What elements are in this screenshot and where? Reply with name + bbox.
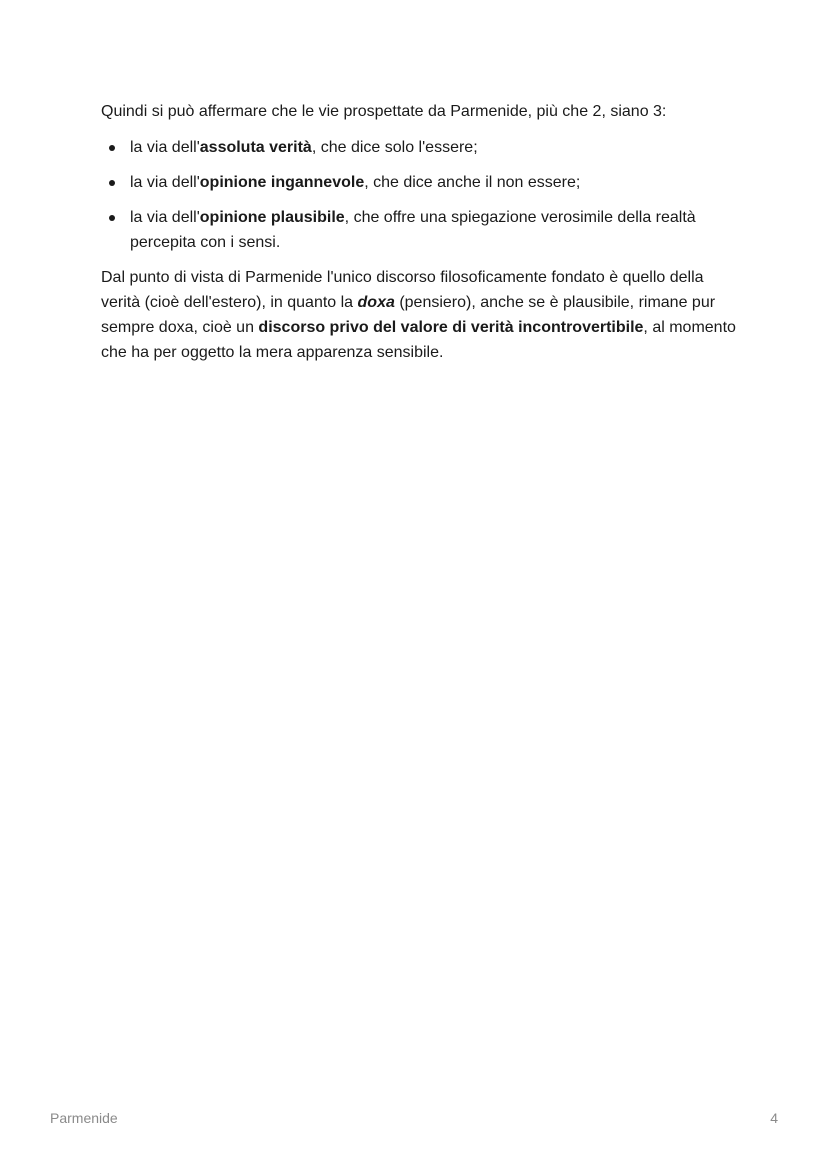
conclusion-bold: discorso privo del valore di verità incontrovertibile — [258, 319, 644, 336]
conclusion-emphasis: doxa — [357, 294, 395, 311]
list-item — [101, 135, 741, 160]
vie-list — [101, 135, 741, 255]
conclusion-text-1: Dal punto di vista di Parmenide l'unico discorso filosoficamente fondato è quello della verità (cioè dell'estero), in quanto la — [101, 269, 704, 311]
item-suffix: , che offre una spiegazione verosimile della realtà percepita con i sensi. — [130, 209, 696, 251]
item-bold: assoluta verità — [199, 139, 312, 156]
footer-title: Parmenide — [50, 1110, 118, 1126]
item-suffix: , che dice solo l'essere; — [311, 139, 478, 156]
bullet-icon — [109, 180, 115, 186]
item-bold: opinione ingannevole — [199, 174, 365, 191]
item-bold: opinione plausibile — [199, 209, 345, 226]
conclusion-paragraph — [101, 265, 741, 365]
conclusion-text-2: (pensiero), anche se è plausibile, rimane pur sempre doxa, cioè un — [101, 294, 716, 336]
item-suffix: , che dice anche il non essere; — [364, 174, 581, 191]
item-prefix: la via dell' — [130, 174, 200, 191]
list-item — [101, 170, 741, 195]
page-number: 4 — [770, 1110, 778, 1126]
bullet-icon — [109, 215, 115, 221]
item-prefix: la via dell' — [130, 209, 200, 226]
bullet-icon — [109, 145, 115, 151]
item-prefix: la via dell' — [130, 139, 200, 156]
list-item — [101, 205, 741, 255]
page-body — [101, 99, 741, 365]
intro-paragraph: Quindi si può affermare che le vie prospettate da Parmenide, più che 2, siano 3: — [101, 103, 667, 120]
conclusion-text-3: , al momento che ha per oggetto la mera apparenza sensibile. — [101, 319, 736, 361]
